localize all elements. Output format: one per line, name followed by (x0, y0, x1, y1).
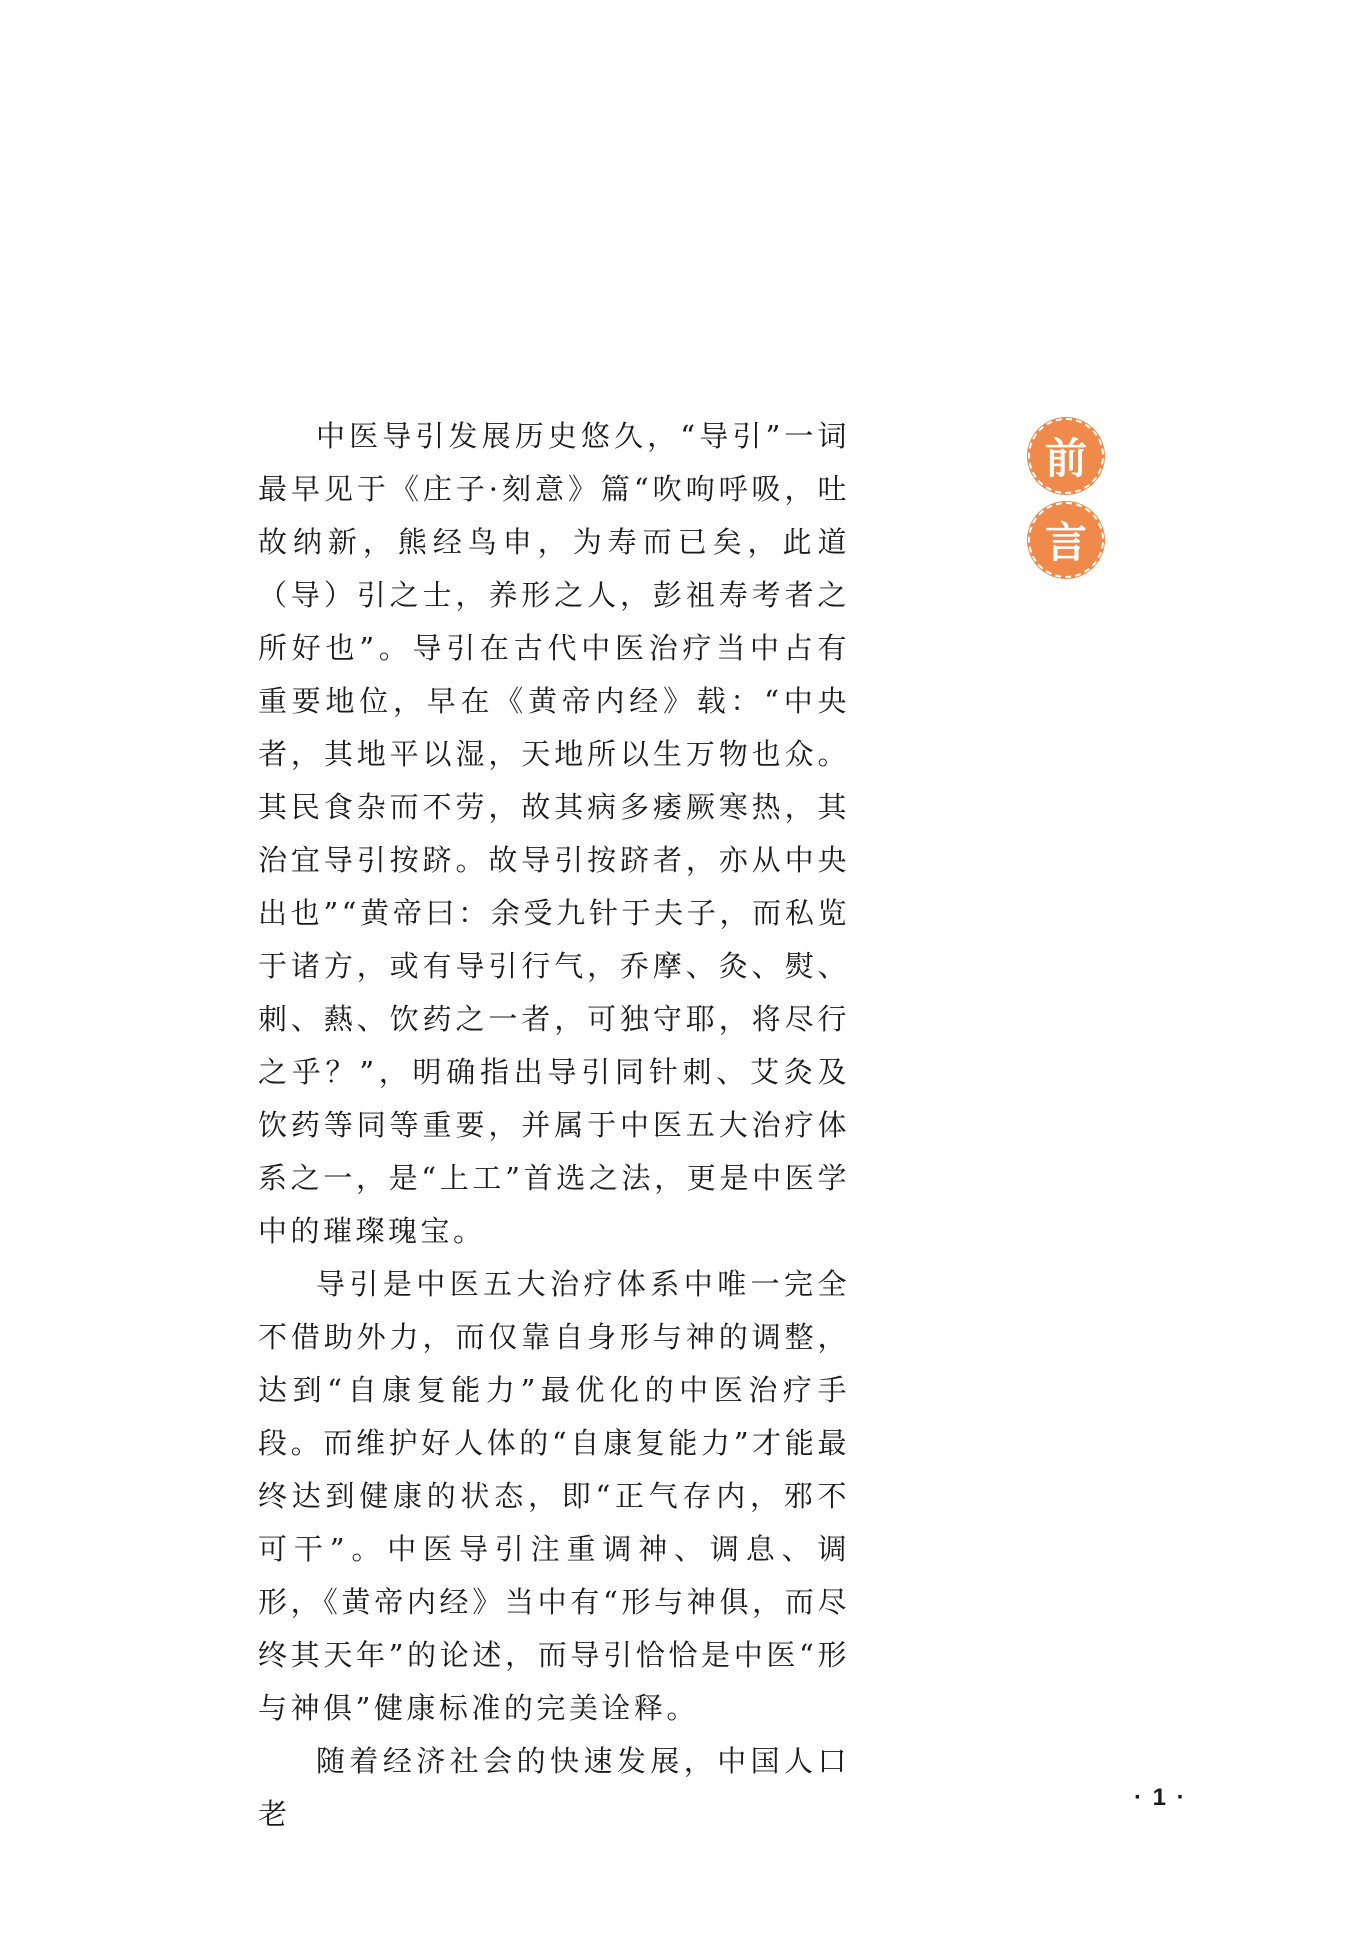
page-number: · 1 · (1134, 1784, 1187, 1811)
paragraph-1: 中医导引发展历史悠久，“导引”一词最早见于《庄子·刻意》篇“吹呴呼吸，吐故纳新，熊经鸟申，为寿而已矣，此道（导）引之士，养形之人，彭祖寿考者之所好也”。导引在古代中医治疗当中占有重要地位，早在《黄帝内经》载：“中央者，其地平以湿，天地所以生万物也众。其民食杂而不劳，故其病多痿厥寒热，其治宜导引按跻。故导引按跻者，亦从中央出也”“黄帝曰：余受九针于夫子，而私览于诸方，或有导引行气，乔摩、灸、熨、刺、爇、饮药之一者，可独守耶，将尽行之乎？”，明确指出导引同针刺、艾灸及饮药等同等重要，并属于中医五大治疗体系之一，是“上工”首选之法，更是中医学中的璀璨瑰宝。 (258, 419, 850, 1248)
section-title-badge (1028, 418, 1104, 586)
paragraph-2: 导引是中医五大治疗体系中唯一完全不借助外力，而仅靠自身形与神的调整，达到“自康复能力”最优化的中医治疗手段。而维护好人体的“自康复能力”才能最终达到健康的状态，即“正气存内，邪不可干”。中医导引注重调神、调息、调形，《黄帝内经》当中有“形与神俱，而尽终其天年”的论述，而导引恰恰是中医“形与神俱”健康标准的完美诠释。 (258, 1267, 850, 1725)
section-title-char-1: 前 (1028, 418, 1104, 494)
body-text (258, 410, 850, 1841)
paragraph-3: 随着经济社会的快速发展，中国人口老 (258, 1744, 850, 1831)
section-title-char-2: 言 (1028, 502, 1104, 578)
